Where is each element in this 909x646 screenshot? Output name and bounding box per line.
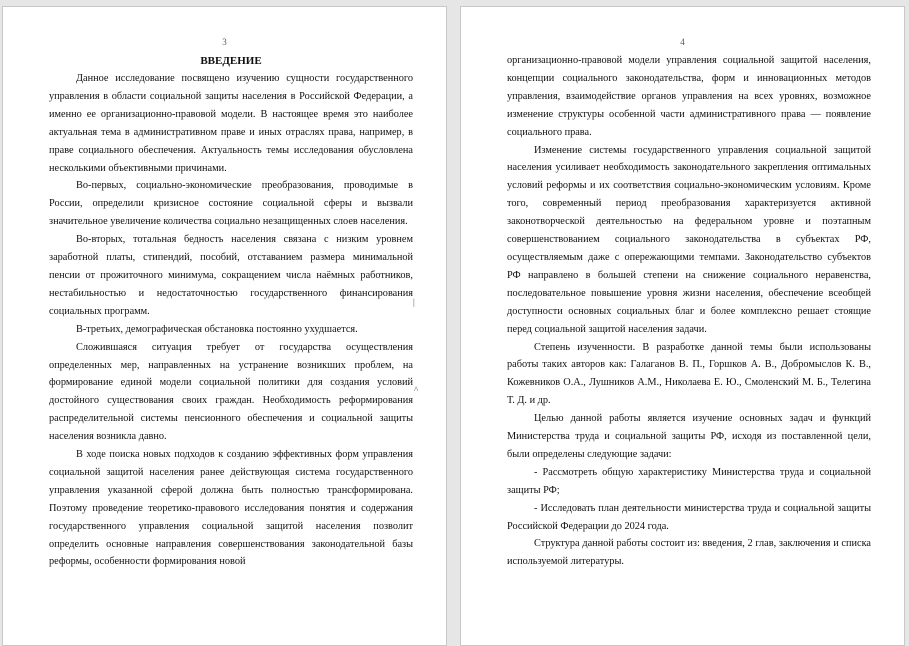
paragraph: Во-вторых, тотальная бедность населения связана с низким уровнем заработной платы, стипендий, пособий, отставанием размера минимальной пенсии от прожиточного минимума, сокращением числа наёмных работников, нестабильностью и недостаточностью государственного финансирования социальных программ. — [49, 234, 413, 317]
paragraph: Данное исследование посвящено изучению сущности государственного управления в области социальной защиты населения в Российской Федерации, а именно ее организационно-правовой модели. В настоящее время это наиболее актуальная тема в административном праве и иных отраслях права, например, в праве социального обеспечения. Актуальность темы исследования обусловлена несколькими объективными причинами. — [49, 73, 413, 174]
paragraph: Во-первых, социально-экономические преобразования, проводимые в России, определили кризисное состояние социальной сферы и вызвали значительное увеличение количества социально незащищенных слоев населения. — [49, 180, 413, 228]
page-number: 4 — [680, 37, 685, 47]
paragraph: В ходе поиска новых подходов к созданию эффективных форм управления социальной защитой населения ранее действующая система государственного управления указанной сферой должна быть полностью трансформирована. Поэтому проведение теоретико-правового исследования понятия и содержания государственного управления социальной защитой населения позволит определить основные направления совершенствования законодательной базы реформы, особенности формирования новой — [49, 449, 413, 568]
paragraph: Степень изученности. В разработке данной темы были использованы работы таких авторов как: Галаганов В. П., Горшков А. В., Добромыслов К. В., Кожевников О.А., Лушников А.М., Николаева Е. Ю., Смоленский М. Б., Телегина Т. Д. и др. — [507, 341, 871, 407]
paragraph: Целью данной работы является изучение основных задач и функций Министерства труда и социальной защиты РФ, исходя из поставленной цели, были определены следующие задачи: — [507, 413, 871, 460]
paragraph: В-третьих, демографическая обстановка постоянно ухудшается. — [76, 323, 358, 335]
page-number: 3 — [222, 37, 227, 47]
caret-mark: ^ — [414, 385, 419, 395]
page-content — [507, 52, 871, 571]
section-title: ВВЕДЕНИЕ — [200, 55, 262, 67]
list-item: - Рассмотреть общую характеристику Министерства труда и социальной защиты РФ; — [507, 466, 871, 496]
page-content — [49, 53, 413, 571]
list-item: - Исследовать план деятельности министерства труда и социальной защиты Российской Федерации до 2024 года. — [507, 502, 871, 532]
paragraph: Изменение системы государственного управления социальной защитой населения усиливает необходимость законодательного закрепления оптимальных условий реформы и их соответствия социально-экономическим условиям. Кроме того, современный период преобразования характеризуется активной законотворческой деятельностью на федеральном уровне и поэтапным совершенствованием социального законодательства в субъектах РФ, осуществляемым даже с опережающими темпами. Законодательство субъектов РФ направлено в большей степени на снижение социального неравенства, последовательное повышение уровня жизни населения, обеспечение всеобщей доступности основных социальных благ и более комплексно решает стоящие перед социальной защитой населения задачи. — [507, 144, 871, 335]
paragraph: Сложившаяся ситуация требует от государства осуществления определенных мер, направленных на устранение возникших проблем, на формирование единой модели социальной политики для создания условий достойного существования своих граждан. Необходимость реформирования распределительной системы пенсионного обеспечения и социальной защиты населения возникла давно. — [49, 341, 413, 443]
text-cursor-mark: | — [413, 297, 415, 307]
document-page-3 — [2, 6, 447, 646]
paragraph: организационно-правовой модели управления социальной защитой населения, концепции социального законодательства, форм и инновационных методов управления, взаимодействие органов управления на всех уровнях, возможное изменение структуры особенной части административного права — появление социального права. — [507, 55, 871, 138]
document-page-4 — [460, 6, 905, 646]
paragraph: Структура данной работы состоит из: введения, 2 глав, заключения и списка используемой литературы. — [507, 538, 871, 568]
